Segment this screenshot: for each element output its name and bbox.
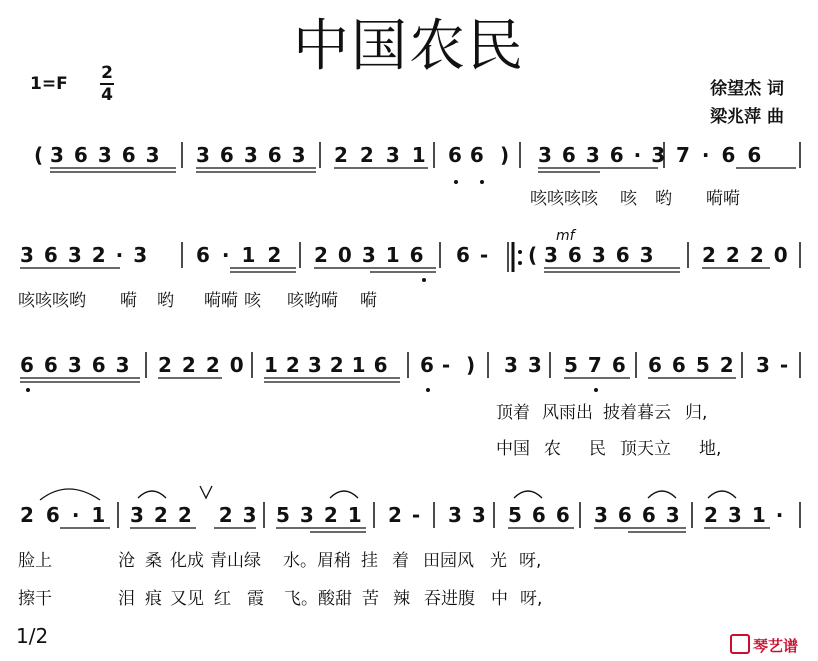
lyric-word: 又见 — [170, 589, 204, 609]
measure-2-6: 2220 — [702, 243, 798, 267]
measure-1-2: 36363 — [196, 143, 316, 167]
measure-3-3: 123216 — [264, 353, 396, 377]
repeat-paren-close: ) — [500, 143, 510, 167]
lyrics-line-4b — [18, 584, 542, 609]
measure-2-5: 36363 — [544, 243, 664, 267]
lyric-word: 哟 — [157, 291, 174, 311]
measure-1-5: 3636·3 — [538, 143, 676, 167]
measure-3-4: 6- — [420, 353, 459, 377]
underlines — [20, 378, 736, 382]
lyric-word: 霞 — [247, 589, 264, 609]
composer-credit: 梁兆萍 曲 — [710, 107, 784, 127]
logo-text: 琴艺谱 — [752, 637, 798, 655]
measure-1-6: 7·66 — [676, 143, 774, 167]
measure-1-3: 2231 — [334, 143, 438, 167]
lyricist-credit: 徐望杰 词 — [710, 79, 784, 99]
lyric-word: 水。眉稍 — [283, 551, 351, 571]
measure-4-3: 5321 — [276, 503, 372, 527]
underlines — [20, 268, 770, 272]
measure-3-6: 576 — [564, 353, 636, 377]
underlines — [50, 168, 796, 172]
measure-4-7: 3663 — [594, 503, 690, 527]
lyric-word: 顶天立 — [620, 439, 671, 459]
lyric-word: 光 — [490, 551, 507, 571]
lyric-word: 田园风 — [423, 551, 474, 571]
lyrics-line-3a — [496, 398, 707, 423]
lyric-word: 痕 — [145, 589, 162, 609]
slur — [514, 491, 542, 498]
measure-2-4: 6- — [456, 243, 499, 267]
measure-4-2: 322 23 — [130, 503, 267, 527]
lyric-word: 中 — [491, 589, 508, 609]
time-sig-top: 2 — [101, 63, 113, 83]
slur — [330, 491, 358, 498]
lyric-word: 咳咳咳咳 — [530, 189, 598, 209]
lyrics-line-4a — [18, 546, 541, 571]
lyric-word: 民 — [589, 439, 606, 459]
measure-3-8: 3- — [756, 353, 799, 377]
lyric-word: 青山绿 — [210, 551, 261, 571]
lyric-word: 泪 — [118, 589, 135, 609]
measure-4-5: 33 — [448, 503, 496, 527]
measure-4-4: 2- — [388, 503, 431, 527]
lyric-word: 嗬 — [120, 291, 137, 311]
measure-3-1: 66363 — [20, 353, 140, 377]
system-2 — [20, 228, 800, 282]
lyric-word: 中国 — [496, 439, 530, 459]
lyric-word: 咳 — [244, 291, 261, 311]
measure-3-5: 33 — [504, 353, 552, 377]
lyric-word: 沧 — [118, 551, 135, 571]
lyric-word: 嗬嗬 — [204, 291, 238, 311]
lyric-word: 吞进腹 — [424, 589, 475, 609]
lyric-word: 咳 — [620, 189, 637, 209]
lyric-word: 归, — [685, 403, 708, 423]
lyric-word: 辣 — [393, 589, 410, 609]
measure-1-1: 36363 — [50, 143, 170, 167]
measure-2-3: 20316 — [314, 243, 434, 267]
underlines — [60, 528, 770, 532]
lyric-word: 着 — [392, 551, 409, 571]
page-number: 1/2 — [16, 624, 49, 648]
song-title: 中国农民 — [293, 14, 525, 79]
lyric-word: 红 — [214, 589, 231, 609]
measure-4-6: 566 — [508, 503, 580, 527]
system-3 — [20, 352, 800, 392]
repeat-paren-open: ( — [34, 143, 44, 167]
lyrics-line-3b — [496, 434, 721, 459]
slur — [138, 491, 166, 498]
lyric-word: 飞。酸甜 — [284, 589, 352, 609]
lyric-word: 嗬 — [360, 291, 377, 311]
site-logo — [730, 634, 798, 656]
lyric-word: 嗬嗬 — [706, 189, 740, 209]
slur — [648, 491, 676, 498]
lyric-word: 苦 — [362, 589, 379, 609]
key-signature: 1=F — [30, 74, 68, 94]
logo-icon — [730, 634, 750, 654]
time-sig-bottom: 4 — [101, 85, 113, 105]
lyric-word: 哟 — [655, 189, 672, 209]
lyric-word: 呀, — [520, 589, 543, 609]
svg-text:): ) — [466, 353, 476, 377]
slur — [40, 489, 100, 500]
measure-3-7: 6652 — [648, 353, 744, 377]
measure-4-8: 231· — [704, 503, 794, 527]
system-4 — [20, 486, 800, 532]
lyric-word: 披着暮云 — [603, 403, 671, 423]
lyric-word: 顶着 — [496, 403, 530, 423]
lyrics-line-2 — [18, 286, 377, 311]
lyric-word: 咳哟嗬 — [287, 291, 338, 311]
measure-2-2: 6·12 — [196, 243, 294, 267]
slur — [708, 491, 736, 498]
measure-4-1: 26·1 — [20, 503, 118, 527]
lyric-word: 擦干 — [18, 589, 52, 609]
measure-1-4: 66 — [448, 143, 492, 167]
lyric-word: 农 — [544, 439, 561, 459]
lyric-word: 地, — [699, 439, 722, 459]
repeat-paren-open-2: ( — [528, 243, 538, 267]
low-dot — [454, 180, 458, 184]
dynamic-mark: mf — [556, 228, 575, 244]
lyric-word: 咳咳咳哟 — [18, 291, 86, 311]
lyrics-line-1 — [530, 184, 740, 209]
lyric-word: 风雨出 — [542, 403, 593, 423]
low-dot — [480, 180, 484, 184]
lyric-word: 化成 — [170, 551, 204, 571]
lyric-word: 脸上 — [18, 551, 52, 571]
breath-mark — [200, 486, 212, 498]
measure-3-2: 2220 — [158, 353, 254, 377]
measure-2-1: 3632·3 — [20, 243, 158, 267]
lyric-word: 挂 — [361, 551, 378, 571]
system-1 — [34, 142, 800, 184]
lyric-word: 桑 — [145, 551, 162, 571]
lyric-word: 呀, — [519, 551, 542, 571]
